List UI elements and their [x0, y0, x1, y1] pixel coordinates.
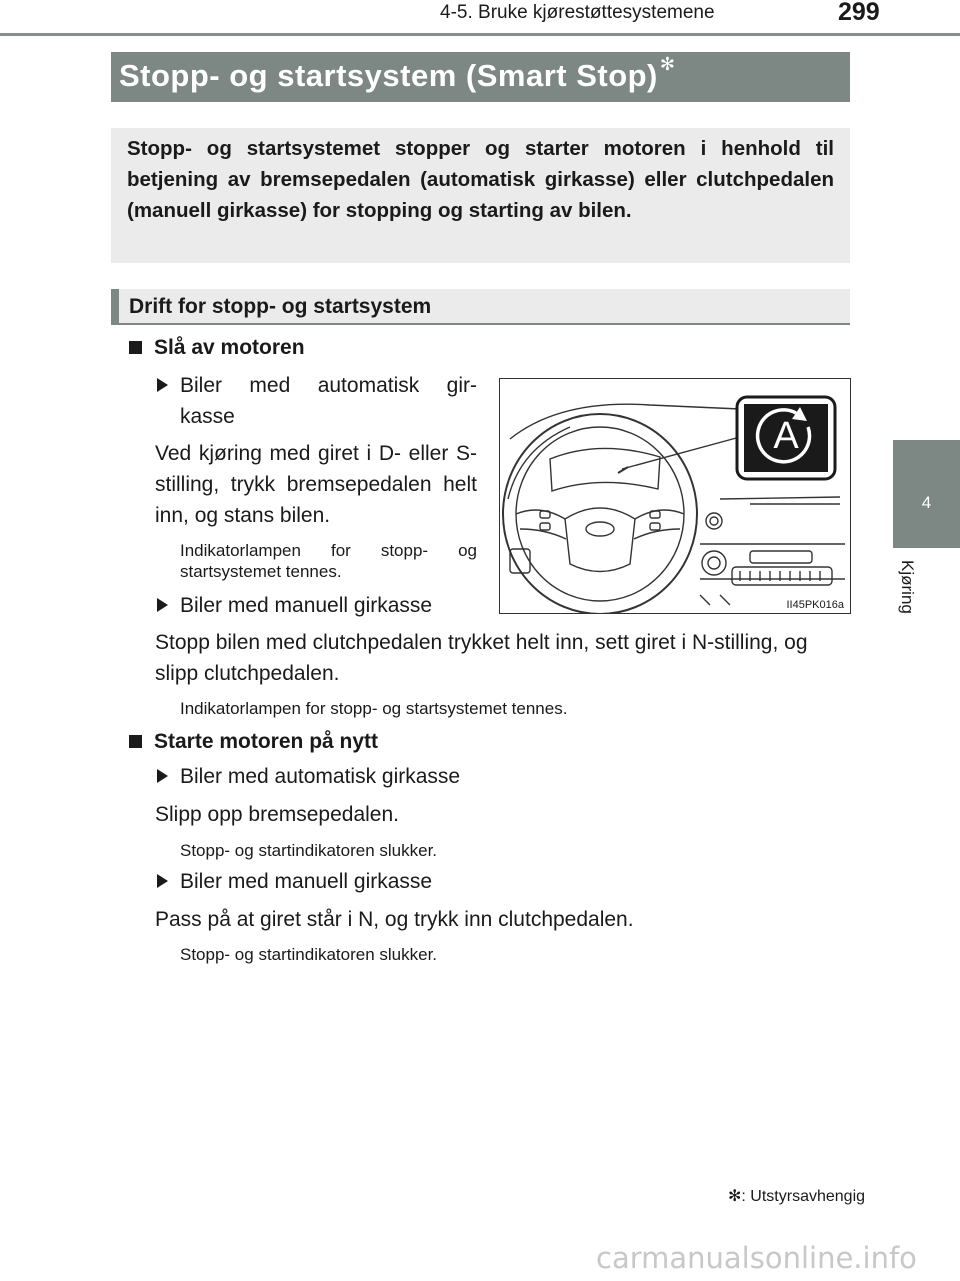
stop-manual-heading: Biler med manuell girkasse	[157, 594, 432, 618]
figure-code: II45PK016a	[786, 599, 844, 611]
page-number: 299	[838, 0, 880, 26]
restart-auto-text: Slipp opp bremsepedalen.	[155, 803, 400, 826]
restart-manual-heading: Biler med manuell girkasse	[157, 870, 432, 894]
optional-equipment-marker: ✻	[659, 54, 676, 74]
square-bullet-icon	[129, 341, 142, 354]
stop-auto-heading: Biler med automatisk gir-	[157, 374, 477, 398]
footnote-marker: ✻	[728, 1188, 742, 1205]
stop-auto-text: Ved kjøring med giret i D- eller S-stilling, trykk bremsepedalen helt inn, og stans bilen.	[155, 442, 477, 527]
restart-auto-heading: Biler med automatisk girkasse	[157, 765, 460, 789]
restart-engine-heading: Starte motoren på nytt	[129, 730, 378, 754]
header-section-title: 4-5. Bruke kjørestøttesystemene	[440, 2, 715, 23]
restart-auto-note: Stopp- og startindikatoren slukker.	[180, 841, 438, 860]
stop-auto-note: Indikatorlampen for stopp- og startsystemet tennes.	[180, 541, 477, 581]
indicator-letter: A	[773, 415, 799, 457]
stop-manual-note: Indikatorlampen for stopp- og startsystemet tennes.	[180, 699, 568, 718]
watermark: carmanualsonline.info	[596, 1241, 917, 1275]
triangle-bullet-icon	[157, 378, 168, 392]
triangle-bullet-icon	[157, 598, 168, 612]
stop-auto-heading-cont: kasse	[180, 405, 235, 428]
dashboard-illustration	[499, 378, 851, 614]
section-subheading: Drift for stopp- og startsystem	[111, 289, 850, 325]
restart-manual-text: Pass på at giret står i N, og trykk inn clutchpedalen.	[155, 908, 634, 931]
page-title: Stopp- og startsystem (Smart Stop)	[119, 58, 658, 93]
restart-manual-note: Stopp- og startindikatoren slukker.	[180, 945, 438, 964]
page-title-bar	[111, 52, 850, 102]
header-divider	[0, 33, 960, 36]
chapter-number: 4	[921, 493, 932, 512]
stop-manual-text: Stopp bilen med clutchpedalen trykket helt inn, sett giret i N-stilling, og slipp clutchpedalen.	[155, 631, 808, 685]
footnote	[728, 1186, 865, 1206]
triangle-bullet-icon	[157, 769, 168, 783]
triangle-bullet-icon	[157, 874, 168, 888]
footnote-text: : Utstyrsavhengig	[741, 1188, 866, 1205]
chapter-label: Kjøring	[898, 560, 917, 614]
subheading-accent	[111, 289, 119, 325]
intro-box: Stopp- og startsystemet stopper og starter motoren i henhold til betjening av bremsepedalen (automatisk girkasse) eller clutchpedalen (manuell girkasse) for stopping og starting av bilen.	[111, 128, 850, 263]
square-bullet-icon	[129, 735, 142, 748]
stop-engine-heading: Slå av motoren	[129, 336, 305, 360]
